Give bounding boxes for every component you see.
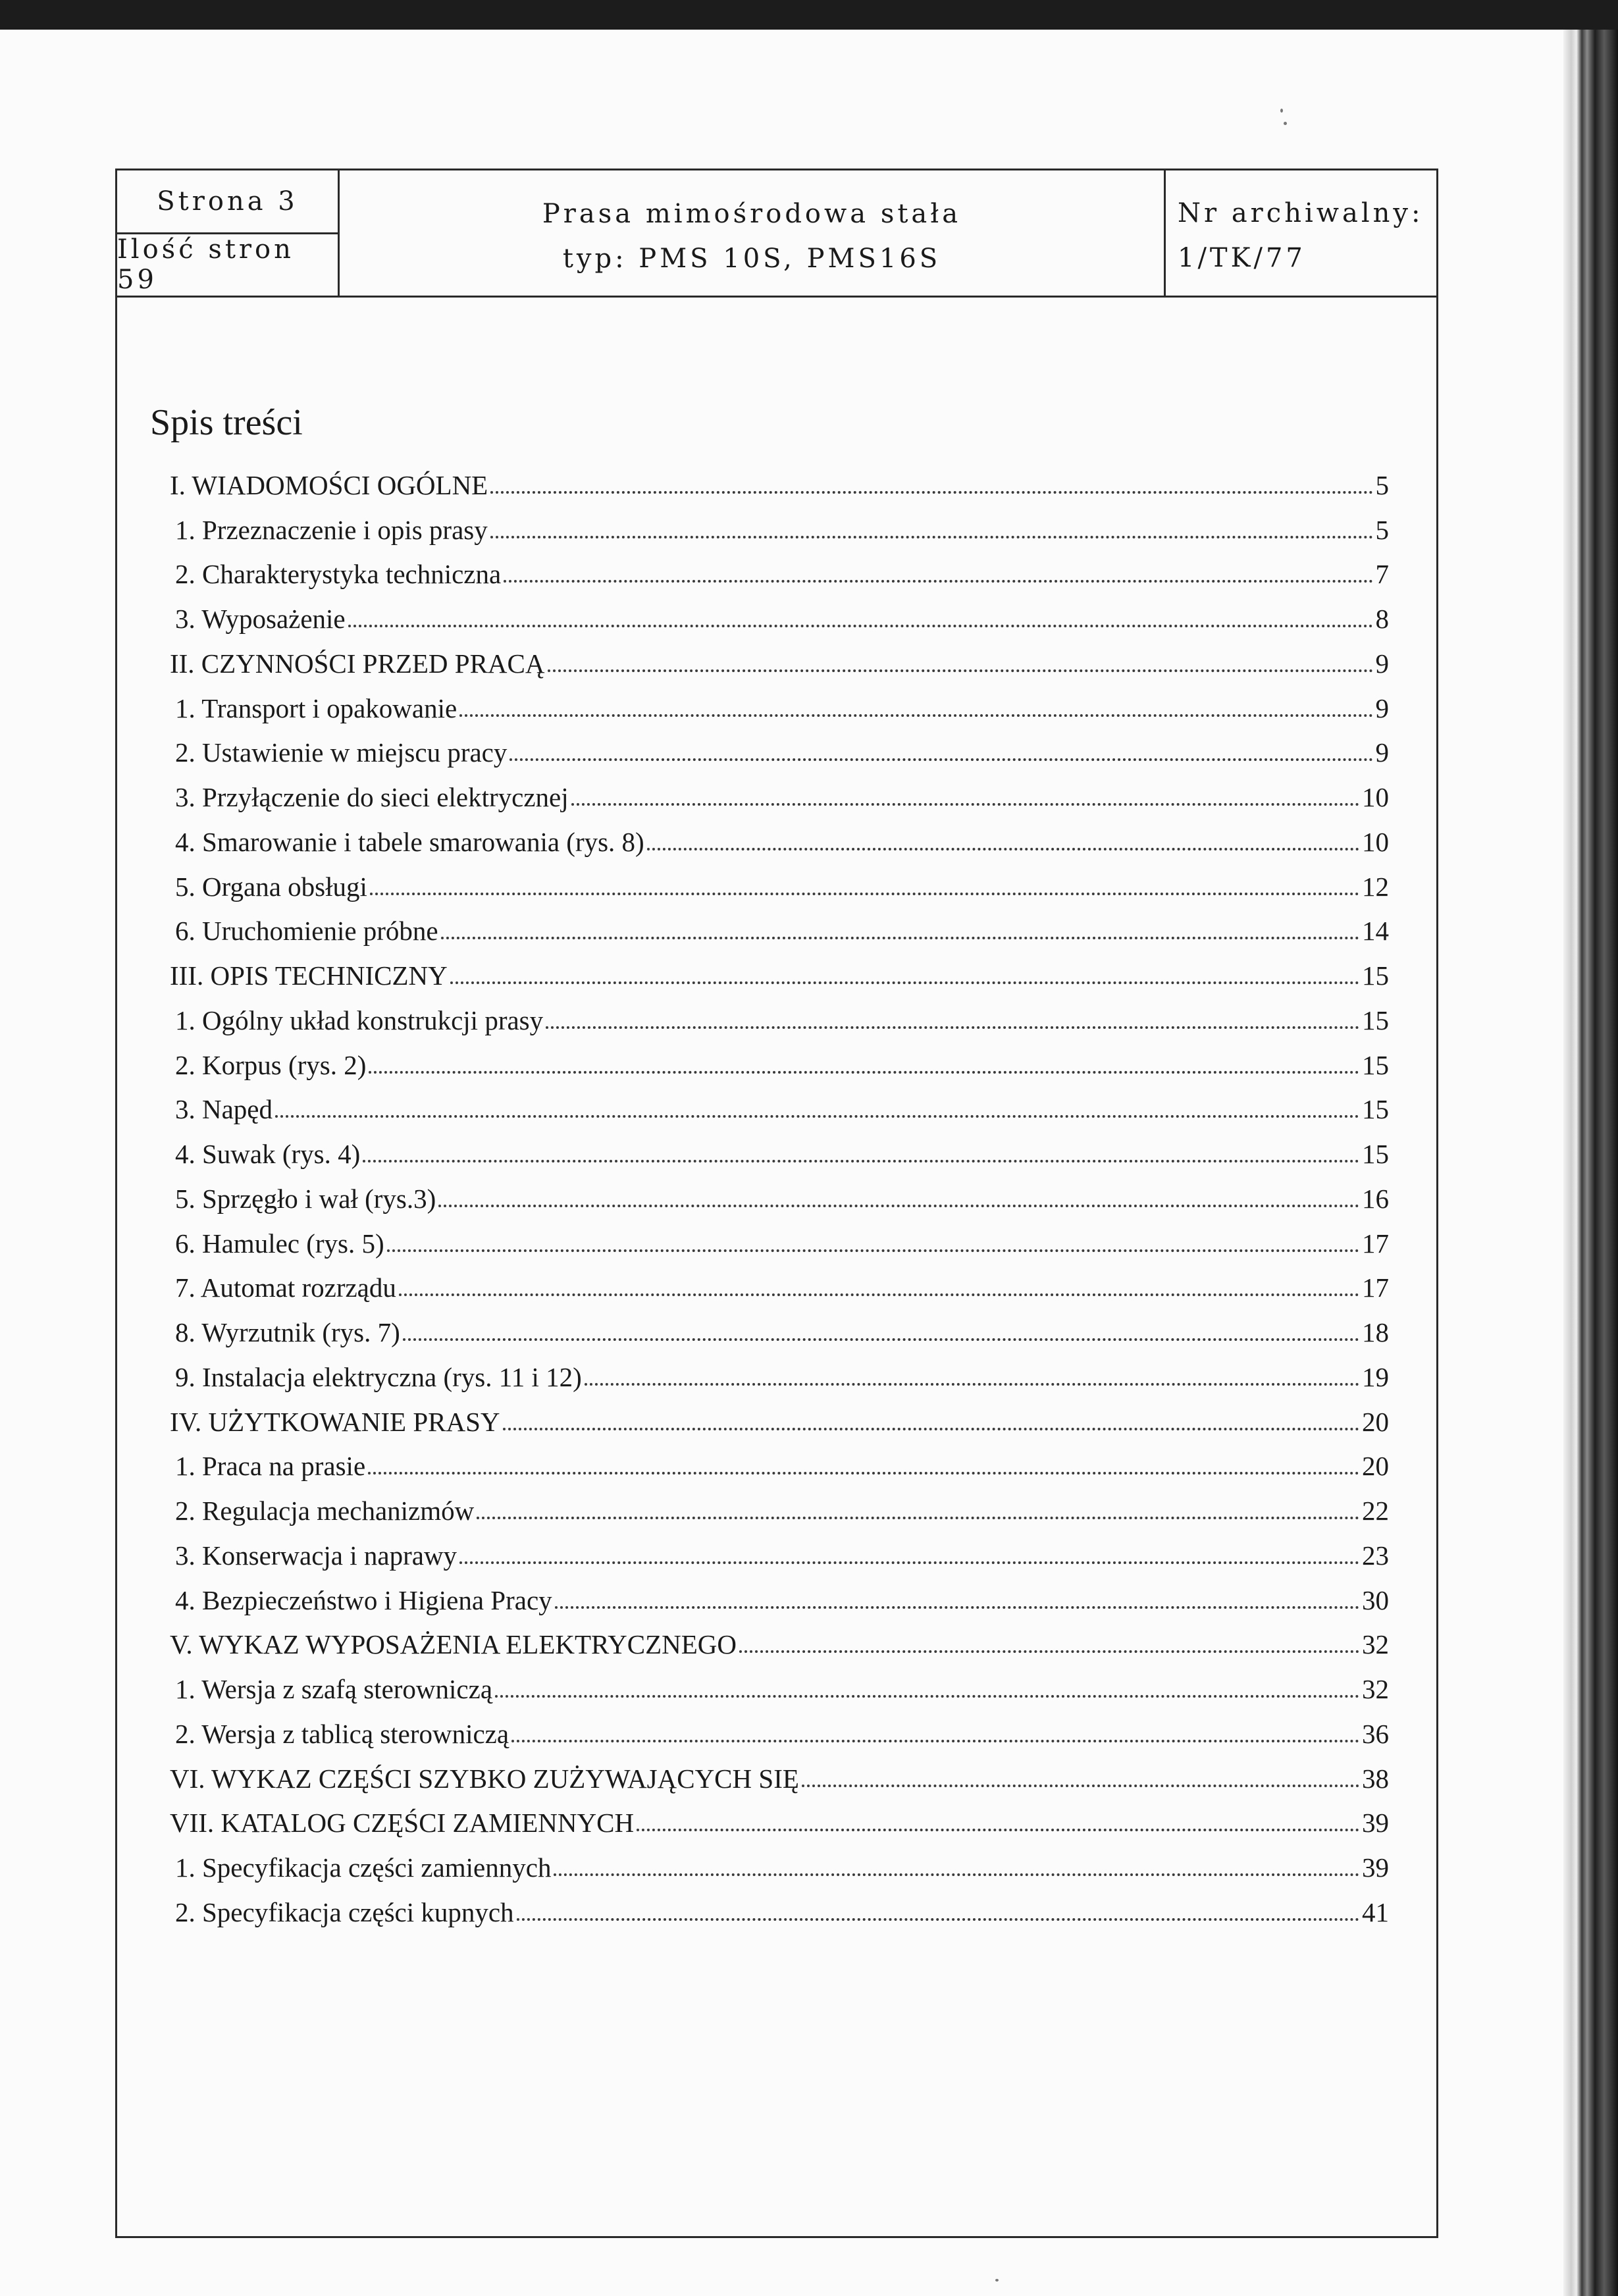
dot-leader — [490, 491, 1372, 494]
toc-entry-page: 20 — [1362, 1451, 1389, 1482]
toc-entry-label: 3. Napęd — [175, 1094, 273, 1125]
toc-section-entry — [170, 638, 1389, 683]
toc-entry-page: 32 — [1362, 1674, 1389, 1704]
toc-subentry — [170, 1084, 1389, 1129]
toc-entry-page: 5 — [1375, 469, 1389, 500]
dot-leader — [509, 758, 1372, 761]
toc-entry-label: VII. KATALOG CZĘŚCI ZAMIENNYCH — [170, 1808, 635, 1839]
toc-title: Spis treści — [150, 402, 303, 443]
toc-entry-label: I. WIADOMOŚCI OGÓLNE — [170, 469, 488, 500]
toc-entry-label: 2. Regulacja mechanizmów — [175, 1496, 475, 1526]
toc-entry-label: 2. Korpus (rys. 2) — [175, 1049, 367, 1080]
toc-entry-page: 14 — [1362, 916, 1389, 947]
toc-entry-label: 1. Wersja z szafą sterowniczą — [175, 1674, 493, 1704]
toc-entry-label: VI. WYKAZ CZĘŚCI SZYBKO ZUŻYWAJĄCYCH SIĘ — [170, 1763, 799, 1794]
dot-leader — [363, 1160, 1359, 1162]
toc-entry-label: 5. Sprzęgło i wał (rys.3) — [175, 1183, 436, 1214]
toc-entry-page: 36 — [1362, 1718, 1389, 1749]
toc-entry-label: 1. Transport i opakowanie — [175, 692, 457, 723]
dot-leader — [490, 536, 1373, 538]
dot-leader — [555, 1606, 1359, 1609]
archive-number: 1/TK/77 — [1178, 243, 1306, 273]
toc-entry-page: 18 — [1362, 1317, 1389, 1347]
toc-entry-page: 10 — [1362, 782, 1389, 812]
document-header — [115, 169, 1438, 298]
toc-section-entry — [170, 1396, 1389, 1441]
page-info-cell — [117, 170, 340, 296]
dot-leader — [370, 893, 1359, 895]
table-of-contents — [170, 459, 1389, 1931]
toc-entry-page: 15 — [1362, 960, 1389, 991]
toc-entry-page: 15 — [1362, 1004, 1389, 1035]
toc-entry-page: 15 — [1362, 1094, 1389, 1125]
toc-entry-label: 2. Ustawienie w miejscu pracy — [175, 737, 508, 768]
toc-entry-label: 3. Przyłączenie do sieci elektrycznej — [175, 782, 569, 812]
toc-subentry — [170, 1128, 1389, 1173]
toc-section-entry — [170, 950, 1389, 995]
toc-entry-page: 15 — [1362, 1049, 1389, 1080]
toc-subentry — [170, 1441, 1389, 1486]
dot-leader — [438, 1205, 1359, 1207]
toc-subentry — [170, 1575, 1389, 1619]
toc-entry-page: 15 — [1362, 1139, 1389, 1169]
toc-entry-page: 8 — [1375, 604, 1389, 634]
dot-leader — [477, 1517, 1359, 1519]
toc-entry-page: 9 — [1375, 737, 1389, 768]
toc-subentry — [170, 1485, 1389, 1530]
toc-section-entry — [170, 1619, 1389, 1664]
dot-leader — [517, 1918, 1359, 1921]
toc-subentry — [170, 1307, 1389, 1351]
toc-entry-label: III. OPIS TECHNICZNY — [170, 960, 448, 991]
toc-entry-label: 1. Ogólny układ konstrukcji prasy — [175, 1004, 544, 1035]
toc-subentry — [170, 771, 1389, 816]
toc-entry-label: 2. Specyfikacja części kupnych — [175, 1896, 514, 1927]
dot-leader — [348, 625, 1373, 627]
toc-entry-page: 39 — [1362, 1808, 1389, 1839]
toc-entry-label: 9. Instalacja elektryczna (rys. 11 i 12) — [175, 1361, 582, 1392]
page-count: Ilość stron 59 — [117, 232, 338, 296]
toc-subentry — [170, 504, 1389, 549]
toc-entry-page: 32 — [1362, 1629, 1389, 1660]
dot-leader — [399, 1293, 1359, 1296]
archive-label: Nr archiwalny: — [1178, 198, 1424, 228]
toc-section-entry — [170, 1798, 1389, 1842]
document-title: Prasa mimośrodowa stała — [542, 199, 962, 229]
toc-subentry — [170, 816, 1389, 861]
dot-leader — [459, 1561, 1359, 1564]
dot-leader — [441, 937, 1359, 939]
archive-cell — [1164, 170, 1436, 296]
dot-leader — [495, 1695, 1359, 1698]
toc-entry-label: 1. Przeznaczenie i opis prasy — [175, 514, 488, 545]
dot-leader — [459, 714, 1372, 717]
toc-entry-page: 12 — [1362, 871, 1389, 902]
toc-entry-label: 6. Uruchomienie próbne — [175, 916, 438, 947]
dot-leader — [554, 1873, 1359, 1876]
dot-leader — [403, 1338, 1359, 1341]
toc-entry-page: 17 — [1362, 1228, 1389, 1259]
toc-entry-page: 38 — [1362, 1763, 1389, 1794]
dot-leader — [637, 1829, 1359, 1831]
toc-entry-label: IV. UŻYTKOWANIE PRASY — [170, 1406, 500, 1437]
toc-subentry — [170, 1842, 1389, 1887]
toc-subentry — [170, 1530, 1389, 1575]
toc-entry-label: II. CZYNNOŚCI PRZED PRACĄ — [170, 648, 545, 679]
toc-entry-page: 23 — [1362, 1540, 1389, 1571]
dot-leader — [368, 1472, 1359, 1474]
toc-entry-label: 6. Hamulec (rys. 5) — [175, 1228, 384, 1259]
toc-entry-page: 7 — [1375, 559, 1389, 590]
dot-leader — [450, 981, 1359, 984]
toc-entry-page: 10 — [1362, 826, 1389, 857]
toc-entry-page: 39 — [1362, 1852, 1389, 1883]
dot-leader — [275, 1115, 1359, 1118]
toc-entry-label: 5. Organa obsługi — [175, 871, 367, 902]
toc-entry-page: 5 — [1375, 514, 1389, 545]
toc-entry-label: 2. Wersja z tablicą sterowniczą — [175, 1718, 509, 1749]
toc-subentry — [170, 683, 1389, 727]
scan-speck — [995, 2279, 999, 2282]
toc-subentry — [170, 1351, 1389, 1396]
toc-entry-page: 17 — [1362, 1272, 1389, 1303]
dot-leader — [571, 803, 1359, 806]
dot-leader — [585, 1383, 1359, 1386]
toc-subentry — [170, 727, 1389, 772]
dot-leader — [802, 1785, 1359, 1787]
toc-entry-page: 30 — [1362, 1584, 1389, 1615]
toc-entry-page: 16 — [1362, 1183, 1389, 1214]
toc-entry-page: 20 — [1362, 1406, 1389, 1437]
toc-subentry — [170, 906, 1389, 951]
toc-entry-page: 9 — [1375, 648, 1389, 679]
toc-entry-label: 1. Praca na prasie — [175, 1451, 366, 1482]
dot-leader — [369, 1071, 1359, 1074]
toc-subentry — [170, 1663, 1389, 1708]
toc-subentry — [170, 1887, 1389, 1931]
toc-section-entry — [170, 1753, 1389, 1798]
page-number: Strona 3 — [157, 186, 298, 217]
toc-entry-page: 22 — [1362, 1496, 1389, 1526]
toc-entry-label: 4. Smarowanie i tabele smarowania (rys. 8) — [175, 826, 644, 857]
document-subtitle: typ: PMS 10S, PMS16S — [562, 244, 941, 274]
toc-entry-label: 4. Suwak (rys. 4) — [175, 1139, 361, 1169]
dot-leader — [511, 1740, 1359, 1742]
toc-entry-label: 1. Specyfikacja części zamiennych — [175, 1852, 552, 1883]
toc-subentry — [170, 549, 1389, 594]
dot-leader — [739, 1650, 1359, 1653]
toc-subentry — [170, 995, 1389, 1039]
toc-entry-page: 41 — [1362, 1896, 1389, 1927]
toc-subentry — [170, 1263, 1389, 1307]
toc-section-entry — [170, 459, 1389, 504]
dot-leader — [647, 848, 1359, 850]
toc-entry-label: 7. Automat rozrządu — [175, 1272, 396, 1303]
dot-leader — [548, 669, 1373, 672]
toc-entry-page: 19 — [1362, 1361, 1389, 1392]
dot-leader — [504, 580, 1372, 583]
scan-speck — [1284, 122, 1287, 125]
dot-leader — [503, 1428, 1360, 1430]
toc-subentry — [170, 1039, 1389, 1084]
document-title-cell — [340, 170, 1164, 296]
toc-entry-label: 3. Konserwacja i naprawy — [175, 1540, 457, 1571]
dot-leader — [546, 1026, 1359, 1029]
toc-subentry — [170, 593, 1389, 638]
scan-edge — [1563, 30, 1618, 2296]
toc-entry-label: 2. Charakterystyka techniczna — [175, 559, 502, 590]
toc-entry-label: 8. Wyrzutnik (rys. 7) — [175, 1317, 400, 1347]
scan-speck — [1280, 109, 1283, 113]
toc-subentry — [170, 1708, 1389, 1753]
toc-entry-label: 3. Wyposażenie — [175, 604, 346, 634]
toc-entry-label: 4. Bezpieczeństwo i Higiena Pracy — [175, 1584, 552, 1615]
toc-subentry — [170, 1173, 1389, 1218]
toc-subentry — [170, 861, 1389, 906]
toc-subentry — [170, 1218, 1389, 1263]
toc-entry-page: 9 — [1375, 692, 1389, 723]
dot-leader — [387, 1249, 1359, 1252]
toc-entry-label: V. WYKAZ WYPOSAŻENIA ELEKTRYCZNEGO — [170, 1629, 737, 1660]
